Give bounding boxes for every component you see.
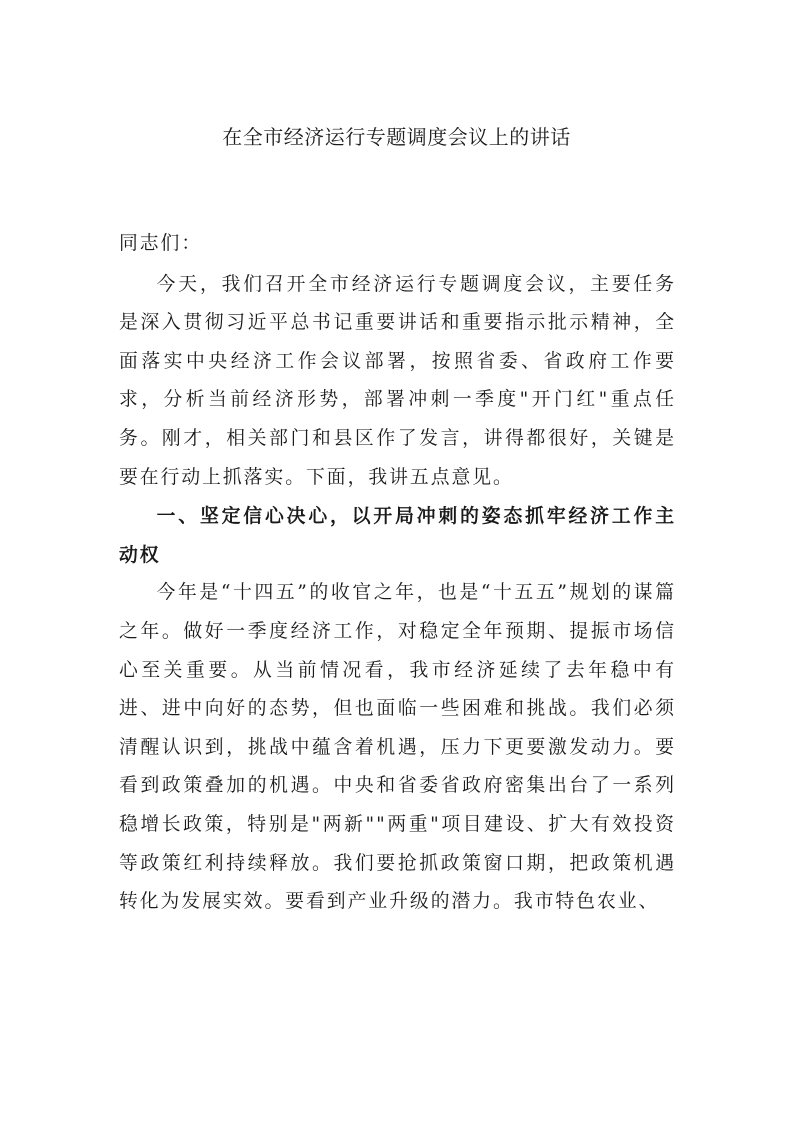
section-heading-1: 一、坚定信心决心，以开局冲刺的姿态抓牢经济工作主动权 (119, 505, 676, 566)
document-title: 在全市经济运行专题调度会议上的讲话 (222, 125, 571, 149)
intro-paragraph: 今天，我们召开全市经济运行专题调度会议，主要任务是深入贯彻习近平总书记重要讲话和重要指示批示精神，全面落实中央经济工作会议部署，按照省委、省政府工作要求，分析当前经济形势，部署冲刺一季度"开门红"重点任务。刚才，相关部门和县区作了发言，讲得都很好，关键是要在行动上抓落实。下面，我讲五点意见。 (119, 273, 676, 488)
document-body (119, 225, 676, 922)
section-paragraph-1: 今年是“十四五”的收官之年，也是“十五五”规划的谋篇之年。做好一季度经济工作，对稳定全年预期、提振市场信心至关重要。从当前情况看，我市经济延续了去年稳中有进、进中向好的态势，但也面临一些困难和挑战。我们必须清醒认识到，挑战中蕴含着机遇，压力下更要激发动力。要看到政策叠加的机遇。中央和省委省政府密集出台了一系列稳增长政策，特别是"两新""两重"项目建设、扩大有效投资等政策红利持续释放。我们要抢抓政策窗口期，把政策机遇转化为发展实效。要看到产业升级的潜力。我市特色农业、 (119, 582, 676, 913)
salutation: 同志们： (119, 233, 203, 254)
